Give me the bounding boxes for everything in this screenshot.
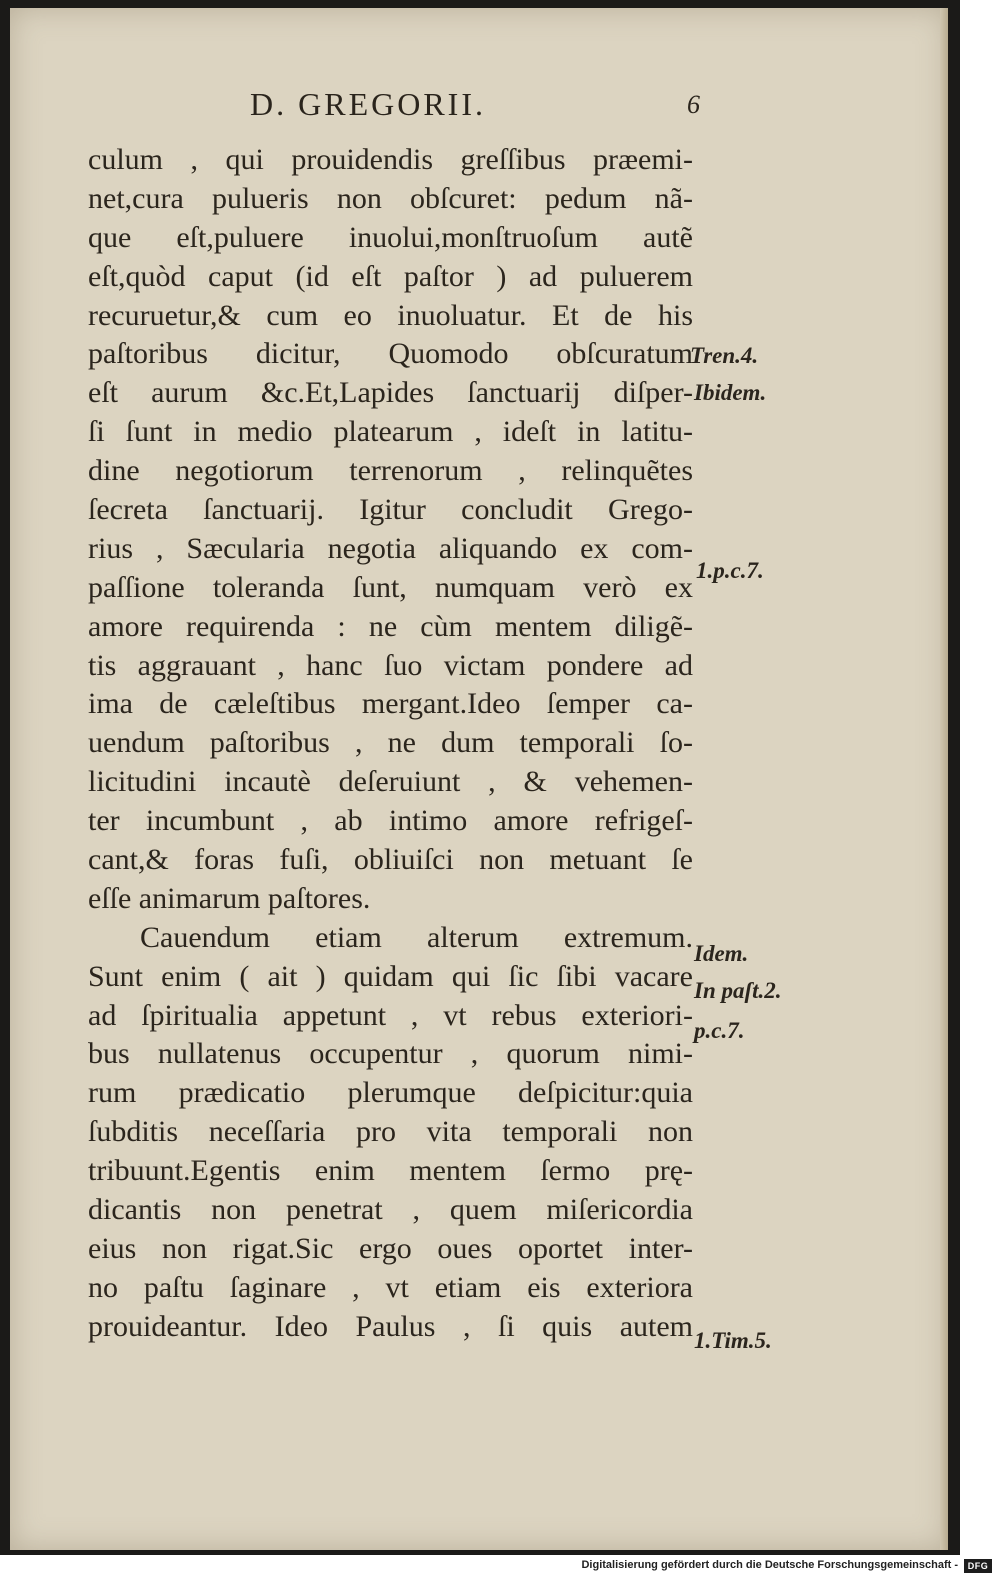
text-line: rum prædicatio plerumque deſpicitur:quia (88, 1076, 693, 1110)
margin-note: 1.p.c.7. (696, 558, 764, 583)
text-line: dicantis non penetrat , quem miſericordia (88, 1193, 693, 1227)
text-line: Sunt enim ( ait ) quidam qui ſic ſibi vacare (88, 959, 693, 993)
text-line: rius , Sæcularia negotia aliquando ex com- (88, 531, 693, 565)
text-line: dine negotiorum terrenorum , relinquẽtes (88, 454, 693, 488)
text-line: que eſt,puluere inuolui,monſtruoſum autẽ (88, 220, 693, 254)
text-line: tribuunt.Egentis enim mentem ſermo prę- (88, 1154, 693, 1188)
margin-note: In paſt.2. (694, 978, 782, 1003)
text-line: ſecreta ſanctuarij. Igitur concludit Grego- (88, 493, 693, 527)
text-line: eſt,quòd caput (id eſt paſtor ) ad puluerem (88, 259, 693, 293)
text-line: ter incumbunt , ab intimo amore refrigeſ- (88, 804, 693, 838)
text-line: tis aggrauant , hanc ſuo victam pondere ad (88, 648, 693, 682)
text-line: eſt aurum &c.Et,Lapides ſanctuarij diſper- (88, 376, 693, 410)
margin-note: Ibidem. (694, 380, 767, 405)
footer-credit: Digitalisierung gefördert durch die Deutsche Forschungsgemeinschaft - (581, 1559, 958, 1571)
text-line: cant,& foras fuſi, obliuiſci non metuant ſe (88, 843, 693, 877)
text-line: no paſtu ſaginare , vt etiam eis exteriora (88, 1270, 693, 1304)
text-line: ad ſpiritualia appetunt , vt rebus exteriori- (88, 998, 693, 1032)
running-head: D. GREGORII. (250, 86, 486, 122)
text-line: ſi ſunt in medio platearum , ideſt in latitu- (88, 415, 693, 449)
margin-note: Tren.4. (690, 343, 759, 368)
text-line: net,cura pulueris non obſcuret: pedum nã- (88, 181, 693, 215)
page-number: 6 (687, 90, 700, 119)
text-line: paſtoribus dicitur, Quomodo obſcuratum (88, 337, 693, 371)
dfg-logo: DFG (964, 1559, 992, 1573)
body-text (88, 141, 693, 1347)
text-line: amore requirenda : ne cùm mentem diligẽ- (88, 609, 693, 643)
margin-note: Idem. (694, 941, 749, 966)
text-line: recuruetur,& cum eo inuoluatur. Et de his (88, 298, 693, 332)
footer-strip (0, 1555, 1000, 1580)
text-line: eius non rigat.Sic ergo oues oportet inter- (88, 1231, 693, 1265)
text-line: uendum paſtoribus , ne dum temporali ſo- (88, 726, 693, 760)
text-line: prouideantur. Ideo Paulus , ſi quis autem (88, 1309, 693, 1343)
text-line: paſſione toleranda ſunt, numquam verò ex (88, 570, 693, 604)
text-line: licitudini incautè deſeruiunt , & vehemen- (88, 765, 693, 799)
text-line: eſſe animarum paſtores. (88, 881, 371, 915)
text-line: culum , qui prouidendis greſſibus præemi- (88, 143, 693, 176)
page-header (250, 86, 700, 130)
text-line: bus nullatenus occupentur , quorum nimi- (88, 1037, 693, 1071)
page-edge (940, 8, 948, 1550)
margin-note: 1.Tim.5. (694, 1328, 772, 1353)
book-page (10, 8, 948, 1550)
text-line: Cauendum etiam alterum extremum. (140, 920, 693, 954)
margin-note: p.c.7. (694, 1018, 745, 1043)
text-line: ima de cæleſtibus mergant.Ideo ſemper ca- (88, 687, 693, 721)
text-line: ſubditis neceſſaria pro vita temporali non (88, 1115, 693, 1149)
